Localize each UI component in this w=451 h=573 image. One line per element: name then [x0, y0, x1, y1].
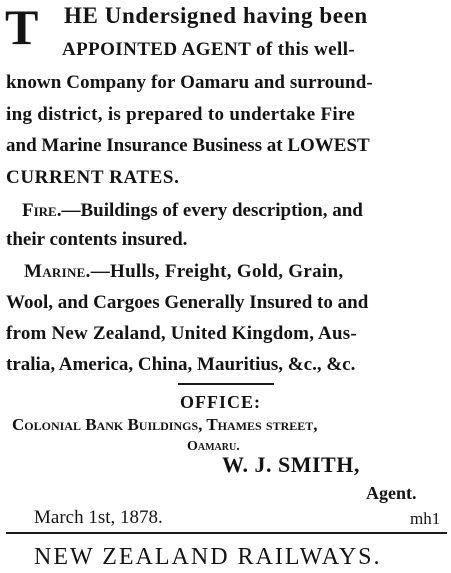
column-rule — [6, 532, 447, 534]
advert-line-5: and Marine Insurance Business at LOWEST — [6, 135, 370, 156]
marine-text-2: Wool, and Cargoes Generally Insured to and — [6, 292, 369, 313]
fire-text-2: their contents insured. — [6, 229, 188, 250]
section-divider — [178, 383, 274, 385]
advert-line-3: known Company for Oamaru and surround- — [6, 72, 373, 93]
advert-line-4: ing district, is prepared to undertake Fire — [6, 104, 356, 125]
advert-line-6: CURRENT RATES. — [6, 167, 180, 188]
advert-line-1: HE Undersigned having been — [64, 3, 368, 28]
marine-paragraph — [24, 262, 343, 281]
next-article-heading: NEW ZEALAND RAILWAYS. — [34, 544, 382, 570]
fire-paragraph — [22, 201, 363, 220]
advert-line-2: APPOINTED AGENT of this well- — [62, 39, 356, 60]
office-heading: OFFICE: — [180, 392, 261, 412]
marine-text-1: —Hulls, Freight, Gold, Grain, — [90, 261, 344, 282]
advert-date: March 1st, 1878. — [34, 507, 163, 528]
reference-code: mh1 — [410, 509, 441, 528]
marine-label: Marine. — [24, 261, 91, 282]
office-address-1: Colonial Bank Buildings, Thames street, — [12, 415, 318, 434]
office-address-2: Oamaru. — [187, 439, 240, 454]
marine-text-4: tralia, America, China, Mauritius, &c., &c. — [6, 354, 356, 375]
marine-text-3: from New Zealand, United Kingdom, Aus- — [6, 323, 357, 344]
fire-label: Fire. — [22, 200, 62, 221]
fire-text-1: —Buildings of every description, and — [61, 200, 363, 221]
signatory-name: W. J. SMITH, — [222, 452, 360, 477]
signatory-title: Agent. — [366, 483, 417, 503]
drop-cap: T — [5, 0, 39, 55]
